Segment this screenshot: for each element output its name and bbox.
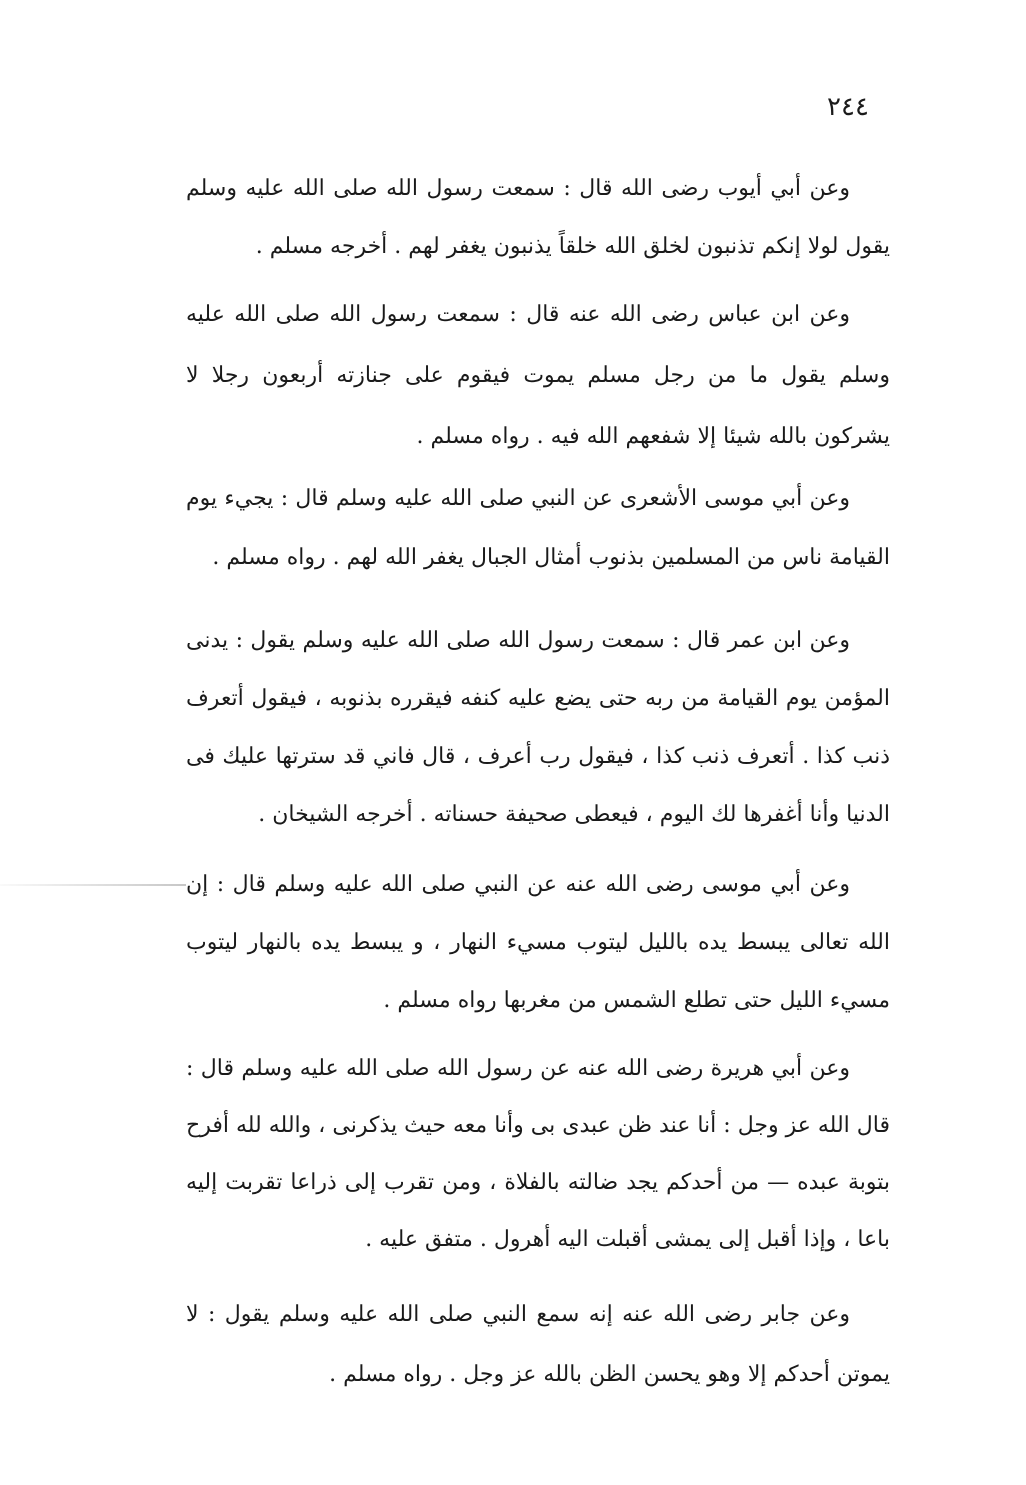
paragraph-text: وعن أبي أيوب رضى الله قال : سمعت رسول الله صلى الله عليه وسلم يقول لولا إنكم تذنبون لخلق الله خلقاً يذنبون يغفر لهم . أخرجه مسلم . <box>186 176 890 259</box>
hadith-paragraph-4 <box>186 612 890 844</box>
hadith-paragraph-6 <box>186 1040 890 1268</box>
hadith-paragraph-5 <box>186 856 890 1030</box>
paragraph-text: وعن ابن عباس رضى الله عنه قال : سمعت رسول الله صلى الله عليه وسلم يقول ما من رجل مسلم يموت فيقوم على جنازته أربعون رجلا لا يشركون بالله شيئا إلا شفعهم الله فيه . رواه مسلم . <box>186 302 890 449</box>
hadith-paragraph-1 <box>186 160 890 276</box>
paragraph-text: وعن أبي هريرة رضى الله عنه عن رسول الله صلى الله عليه وسلم قال : قال الله عز وجل : أنا عند ظن عبدى بى وأنا معه حيث يذكرنى ، والله لله أفرح بتوبة عبده — من أحدكم يجد ضالته بالفلاة ، ومن تقرب إلى ذراعا تقربت إليه باعا ، وإذا أقبل إلى يمشى أقبلت اليه أهرول . متفق عليه . <box>186 1056 890 1252</box>
hadith-paragraph-7 <box>186 1285 890 1405</box>
paragraph-text: وعن أبي موسى الأشعرى عن النبي صلى الله عليه وسلم قال : يجيء يوم القيامة ناس من المسلمين بذنوب أمثال الجبال يغفر الله لهم . رواه مسلم . <box>186 486 890 570</box>
paragraph-text: وعن جابر رضى الله عنه إنه سمع النبي صلى الله عليه وسلم يقول : لا يموتن أحدكم إلا وهو يحسن الظن بالله عز وجل . رواه مسلم . <box>186 1302 890 1387</box>
scan-artifact-line <box>0 884 186 886</box>
paragraph-text: وعن أبي موسى رضى الله عنه عن النبي صلى الله عليه وسلم قال : إن الله تعالى يبسط يده بالليل ليتوب مسيء النهار ، و يبسط يده بالنهار ليتوب مسيء الليل حتى تطلع الشمس من مغربها رواه مسلم . <box>186 872 890 1013</box>
paragraph-text: وعن ابن عمر قال : سمعت رسول الله صلى الله عليه وسلم يقول : يدنى المؤمن يوم القيامة من ربه حتى يضع عليه كنفه فيقرره بذنوبه ، فيقول أتعرف ذنب كذا . أتعرف ذنب كذا ، فيقول رب أعرف ، قال فاني قد سترتها عليك فى الدنيا وأنا أغفرها لك اليوم ، فيعطى صحيفة حسناته . أخرجه الشيخان . <box>186 628 890 827</box>
hadith-paragraph-2 <box>186 284 890 467</box>
hadith-paragraph-3 <box>186 469 890 587</box>
page-number: ٢٤٤ <box>827 92 869 122</box>
